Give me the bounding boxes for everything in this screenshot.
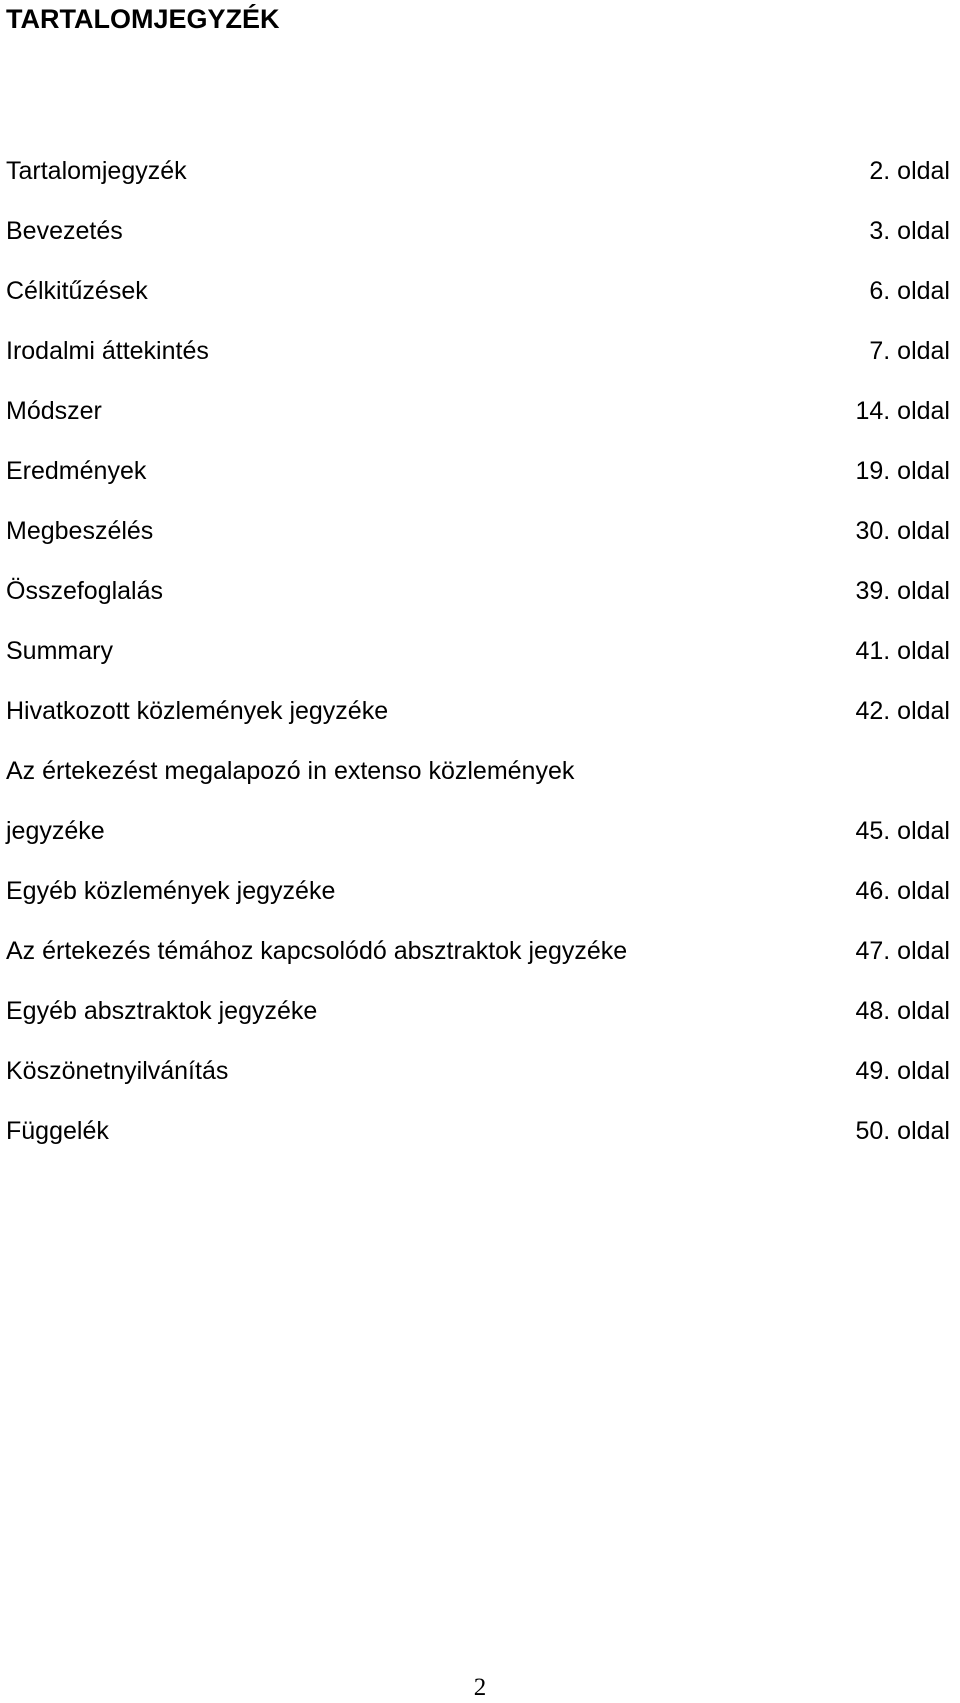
page-number: 2 (473, 1674, 487, 1701)
toc-entry-title: Összefoglalás (6, 577, 164, 605)
toc-entry-page: 47. oldal (855, 937, 950, 965)
toc-entry-page: 30. oldal (855, 517, 950, 545)
toc-entry-title: Bevezetés (6, 217, 123, 245)
toc-entry-title: Függelék (6, 1117, 109, 1145)
toc-entry-page: 45. oldal (855, 817, 950, 845)
toc-entry-page: 14. oldal (855, 397, 950, 425)
toc-entry (6, 516, 950, 576)
toc-entry (6, 336, 950, 396)
toc-entry (6, 756, 950, 816)
page-title: TARTALOMJEGYZÉK (6, 4, 280, 34)
toc-entry-page: 48. oldal (855, 997, 950, 1025)
toc-entry (6, 156, 950, 216)
toc-entry-title: Summary (6, 637, 113, 665)
table-of-contents (6, 156, 950, 1176)
toc-entry (6, 696, 950, 756)
toc-entry (6, 876, 950, 936)
toc-entry-title: Célkitűzések (6, 277, 148, 305)
toc-entry-continuation (6, 816, 950, 876)
toc-entry-page: 39. oldal (855, 577, 950, 605)
toc-entry-title: Hivatkozott közlemények jegyzéke (6, 697, 389, 725)
toc-entry (6, 576, 950, 636)
toc-entry-title: Az értekezést megalapozó in extenso közlemények (6, 757, 575, 785)
toc-entry-page: 42. oldal (855, 697, 950, 725)
toc-entry (6, 996, 950, 1056)
toc-entry-page: 6. oldal (869, 277, 950, 305)
toc-entry (6, 1116, 950, 1176)
toc-entry (6, 276, 950, 336)
toc-entry-title: Irodalmi áttekintés (6, 337, 209, 365)
toc-entry-page: 19. oldal (855, 457, 950, 485)
toc-entry-page: 46. oldal (855, 877, 950, 905)
toc-entry-page: 3. oldal (869, 217, 950, 245)
toc-entry-page: 41. oldal (855, 637, 950, 665)
toc-entry-title-continuation: jegyzéke (6, 817, 105, 845)
toc-entry (6, 636, 950, 696)
toc-entry-page: 50. oldal (855, 1117, 950, 1145)
toc-entry (6, 456, 950, 516)
toc-entry (6, 216, 950, 276)
toc-entry-title: Megbeszélés (6, 517, 154, 545)
toc-entry-title: Köszönetnyilvánítás (6, 1057, 229, 1085)
toc-entry (6, 396, 950, 456)
toc-entry-title: Módszer (6, 397, 102, 425)
toc-entry (6, 1056, 950, 1116)
toc-entry-title: Eredmények (6, 457, 147, 485)
toc-entry-page: 49. oldal (855, 1057, 950, 1085)
toc-entry-title: Egyéb absztraktok jegyzéke (6, 997, 318, 1025)
toc-entry-page: 7. oldal (869, 337, 950, 365)
toc-entry-title: Tartalomjegyzék (6, 157, 187, 185)
toc-entry-page: 2. oldal (869, 157, 950, 185)
toc-entry (6, 936, 950, 996)
toc-entry-title: Egyéb közlemények jegyzéke (6, 877, 336, 905)
toc-entry-title: Az értekezés témához kapcsolódó absztraktok jegyzéke (6, 937, 628, 965)
